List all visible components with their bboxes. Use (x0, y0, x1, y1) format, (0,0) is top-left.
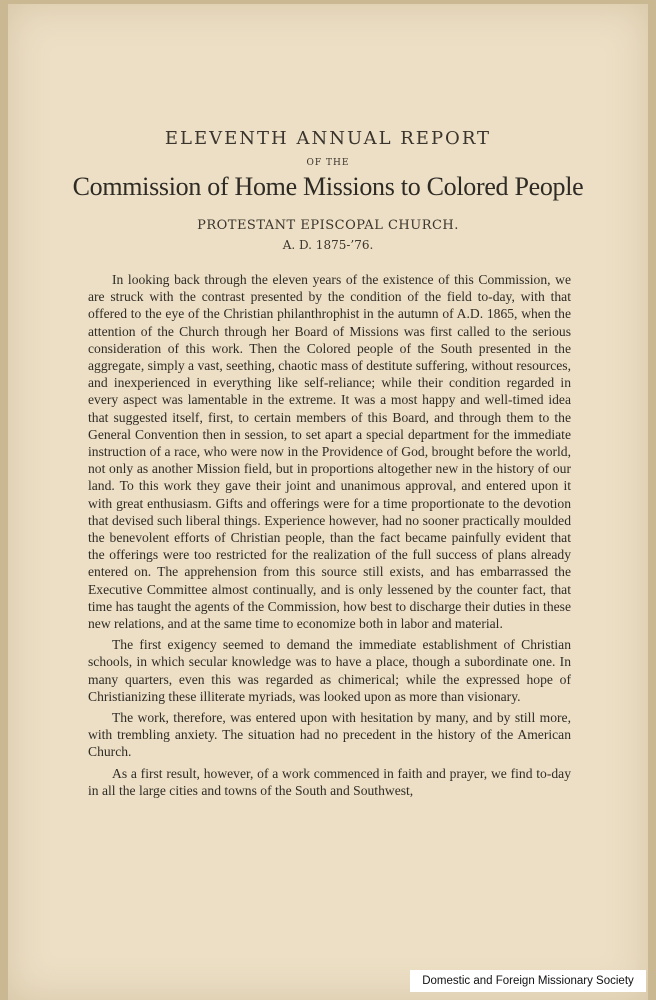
commission-heading: Commission of Home Missions to Colored People (72, 172, 584, 201)
source-credit: Domestic and Foreign Missionary Society (410, 970, 646, 992)
paragraph-1: In looking back through the eleven years of the existence of this Commission, we are struck with the contrast presented by the condition of the field to-day, with that offered to the eye of the Christian philanthrophist in the autumn of A.D. 1865, when the attention of the Church through her Board of Missions was first called to the serious consideration of this work. Then the Colored people of the South presented in the aggregate, simply a vast, seething, chaotic mass of destitute suffering, without resources, and inexperienced in everything like self-reliance; while their condition regarded in every aspect was lamentable in the extreme. It was a most happy and well-timed idea that suggested itself, first, to certain members of this Board, and through them to the General Convention then in session, to set apart a special department for the immediate instruction of a race, who were now in the Providence of God, brought before the world, not only as another Mission field, but in proportions altogether new in the history of our land. To this work they gave their joint and unanimous approval, and entered upon it with great enthusiasm. Gifts and offerings were for a time proportionate to the devotion that devised such liberal things. Experience however, had no sooner practically moulded the benevolent efforts of Christian people, than the fact became painfully evident that the offerings were too restricted for the realization of the full success of plans already entered on. The apprehension from this source still exists, and has embarrassed the Executive Committee almost continually, and is only lessened by the counter fact, that time has taught the agents of the Commission, how best to discharge their duties in these new relations, and at the same time to economize both in labor and material. (88, 272, 571, 632)
church-heading: PROTESTANT EPISCOPAL CHURCH. (197, 218, 459, 233)
paragraph-4: As a first result, however, of a work commenced in faith and prayer, we find to-day in all the large cities and towns of the South and Southwest, (88, 765, 571, 798)
report-year: A. D. 1875-’76. (282, 238, 374, 252)
paragraph-3: The work, therefore, was entered upon with hesitation by many, and by still more, with trembling anxiety. The situation had no precedent in the history of the American Church. (88, 710, 571, 760)
report-body (88, 271, 571, 803)
of-the-line: OF THE (306, 158, 350, 168)
report-title: ELEVENTH ANNUAL REPORT (164, 128, 492, 149)
paragraph-2: The first exigency seemed to demand the immediate establishment of Christian schools, in which secular knowledge was to have a place, though a subordinate one. In many quarters, even this was regarded as chimerical; while the expressed hope of Christianizing these illiterate myriads, was looked upon as more than visionary. (88, 637, 571, 704)
